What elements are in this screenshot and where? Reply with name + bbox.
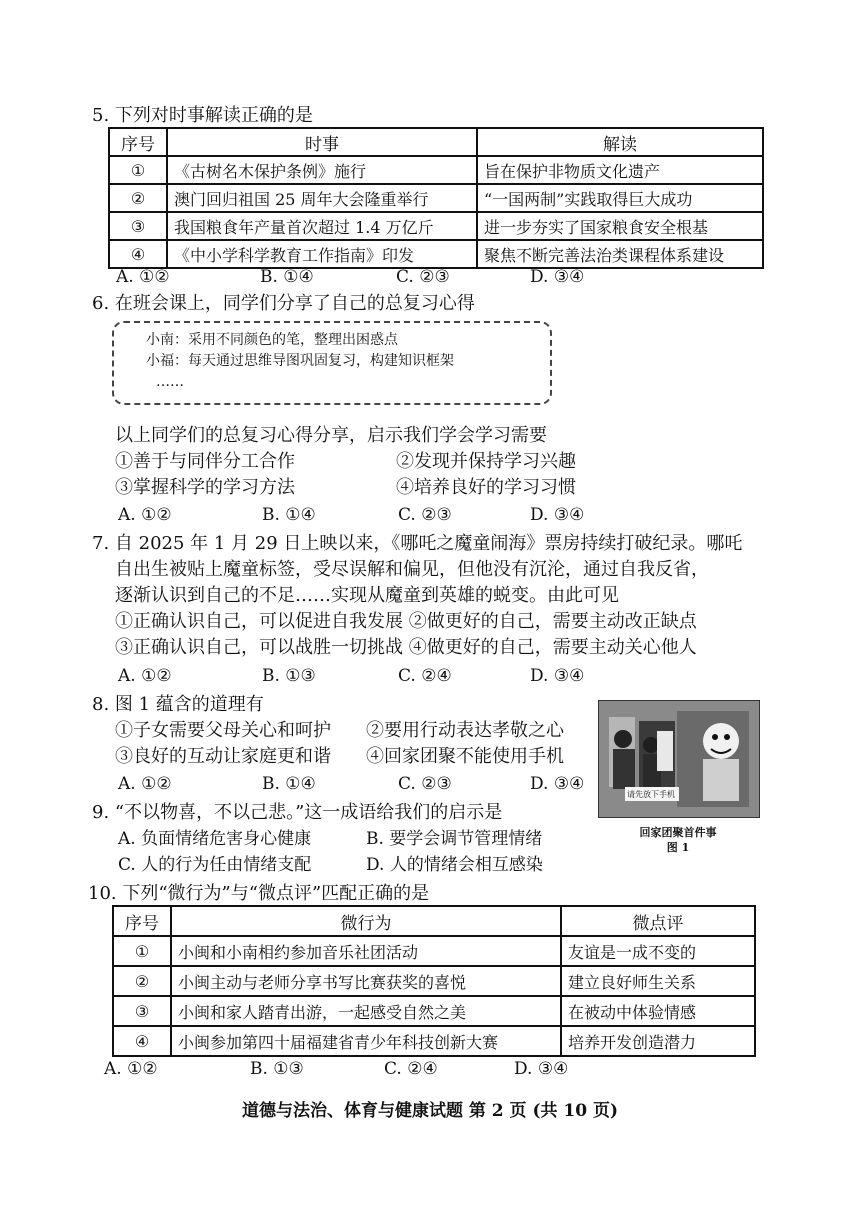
table-header-cell: 解读	[477, 128, 763, 156]
page-footer: 道德与法治、体育与健康试题 第 2 页 (共 10 页)	[241, 1101, 619, 1121]
table-cell: ②	[113, 966, 171, 996]
table-cell: 建立良好师生关系	[561, 966, 755, 996]
figure-sign-text: 请先放下手机	[627, 790, 675, 799]
table-cell: “一国两制”实践取得巨大成功	[477, 184, 763, 212]
table-cell: 在被动中体验情感	[561, 996, 755, 1026]
q9-option-b[interactable]: B. 要学会调节管理情绪	[366, 829, 543, 849]
q9-option-a[interactable]: A. 负面情绪危害身心健康	[118, 829, 312, 849]
q6-item: ①善于与同伴分工合作	[115, 451, 295, 472]
table-cell: 小闽主动与老师分享书写比赛获奖的喜悦	[171, 966, 561, 996]
q5-stem: 5. 下列对时事解读正确的是	[92, 105, 313, 126]
q6-item: ②发现并保持学习兴趣	[396, 451, 576, 472]
q10-option-d[interactable]: D. ③④	[514, 1059, 569, 1079]
table-row	[109, 184, 763, 212]
q5-option-a[interactable]: A. ①②	[116, 267, 170, 287]
table-cell: 小闽参加第四十届福建省青少年科技创新大赛	[171, 1026, 561, 1056]
q8-item: ②要用行动表达孝敬之心	[366, 720, 564, 741]
q7-option-d[interactable]: D. ③④	[530, 666, 585, 686]
figure-1-label: 图 1	[666, 841, 690, 854]
figure-1-photo	[598, 700, 760, 818]
q6-option-b[interactable]: B. ①④	[262, 505, 316, 525]
table-cell: 《中小学科学教育工作指南》印发	[167, 240, 477, 268]
q9-option-c[interactable]: C. 人的行为任由情绪支配	[118, 855, 312, 875]
q8-option-b[interactable]: B. ①④	[262, 774, 316, 794]
q8-stem: 8. 图 1 蕴含的道理有	[92, 694, 264, 715]
q7-line: 7. 自 2025 年 1 月 29 日上映以来，《哪吒之魔童闹海》票房持续打破纪录。哪吒	[92, 533, 743, 554]
q6-option-d[interactable]: D. ③④	[530, 505, 585, 525]
table-cell: 进一步夯实了国家粮食安全根基	[477, 212, 763, 240]
table-row	[113, 936, 755, 966]
table-cell: 《古树名木保护条例》施行	[167, 156, 477, 184]
family-scene-illustration	[599, 701, 759, 817]
q6-note-line: 小福：每天通过思维导图巩固复习，构建知识框架	[146, 353, 454, 369]
table-row	[113, 996, 755, 1026]
q8-option-d[interactable]: D. ③④	[530, 774, 585, 794]
q10-table	[112, 905, 756, 1057]
q5-option-b[interactable]: B. ①④	[260, 267, 314, 287]
table-header-cell: 序号	[109, 128, 167, 156]
table-cell: 小闽和小南相约参加音乐社团活动	[171, 936, 561, 966]
table-cell: ④	[109, 240, 167, 268]
q8-item: ①子女需要父母关心和呵护	[115, 720, 331, 741]
q7-option-a[interactable]: A. ①②	[118, 666, 172, 686]
table-cell: ①	[109, 156, 167, 184]
q6-stem: 6. 在班会课上，同学们分享了自己的总复习心得	[92, 293, 475, 314]
q10-option-a[interactable]: A. ①②	[104, 1059, 158, 1079]
q7-option-c[interactable]: C. ②④	[398, 666, 452, 686]
table-cell: ③	[113, 996, 171, 1026]
q8-item: ③良好的互动让家庭更和谐	[115, 746, 331, 767]
table-row	[109, 212, 763, 240]
q6-item: ③掌握科学的学习方法	[115, 477, 295, 498]
table-header-cell: 序号	[113, 906, 171, 936]
table-cell: 培养开发创造潜力	[561, 1026, 755, 1056]
q7-line: 逐渐认识到自己的不足……实现从魔童到英雄的蜕变。由此可见	[115, 585, 619, 606]
q10-option-c[interactable]: C. ②④	[384, 1059, 438, 1079]
table-header-cell: 微点评	[561, 906, 755, 936]
q5-option-d[interactable]: D. ③④	[530, 267, 585, 287]
table-cell: ②	[109, 184, 167, 212]
table-row	[113, 1026, 755, 1056]
q9-stem: 9. “不以物喜，不以己悲。”这一成语给我们的启示是	[92, 802, 503, 823]
table-row	[109, 240, 763, 268]
table-cell: ③	[109, 212, 167, 240]
q8-item: ④回家团聚不能使用手机	[366, 746, 564, 767]
q6-item: ④培养良好的学习习惯	[396, 477, 576, 498]
q5-table	[108, 127, 764, 269]
table-row	[109, 156, 763, 184]
table-cell: 澳门回归祖国 25 周年大会隆重举行	[167, 184, 477, 212]
q5-option-c[interactable]: C. ②③	[396, 267, 450, 287]
table-cell: ④	[113, 1026, 171, 1056]
table-cell: 小闽和家人踏青出游，一起感受自然之美	[171, 996, 561, 1026]
q6-option-c[interactable]: C. ②③	[398, 505, 452, 525]
q9-option-d[interactable]: D. 人的情绪会相互感染	[366, 855, 543, 875]
table-row	[113, 966, 755, 996]
table-cell: 我国粮食年产量首次超过 1.4 万亿斤	[167, 212, 477, 240]
q6-note-line: 小南：采用不同颜色的笔，整理出困惑点	[146, 332, 398, 348]
q8-option-a[interactable]: A. ①②	[118, 774, 172, 794]
q10-stem: 10. 下列“微行为”与“微点评”匹配正确的是	[88, 883, 430, 904]
figure-1-caption: 回家团聚首件事	[639, 826, 717, 839]
q6-note-line: ……	[156, 374, 184, 390]
table-header-cell: 时事	[167, 128, 477, 156]
q10-option-b[interactable]: B. ①③	[250, 1059, 304, 1079]
q7-line: ③正确认识自己，可以战胜一切挑战 ④做更好的自己，需要主动关心他人	[115, 637, 697, 658]
q6-lead: 以上同学们的总复习心得分享，启示我们学会学习需要	[115, 425, 547, 446]
q7-option-b[interactable]: B. ①③	[262, 666, 316, 686]
q7-line: 自出生被贴上魔童标签，受尽误解和偏见，但他没有沉沦，通过自我反省，	[115, 559, 709, 580]
table-header-cell: 微行为	[171, 906, 561, 936]
table-cell: 旨在保护非物质文化遗产	[477, 156, 763, 184]
table-cell: 聚焦不断完善法治类课程体系建设	[477, 240, 763, 268]
table-header-row	[109, 128, 763, 156]
table-header-row	[113, 906, 755, 936]
q6-option-a[interactable]: A. ①②	[118, 505, 172, 525]
q7-line: ①正确认识自己，可以促进自我发展 ②做更好的自己，需要主动改正缺点	[115, 611, 697, 632]
table-cell: ①	[113, 936, 171, 966]
q8-option-c[interactable]: C. ②③	[398, 774, 452, 794]
table-cell: 友谊是一成不变的	[561, 936, 755, 966]
